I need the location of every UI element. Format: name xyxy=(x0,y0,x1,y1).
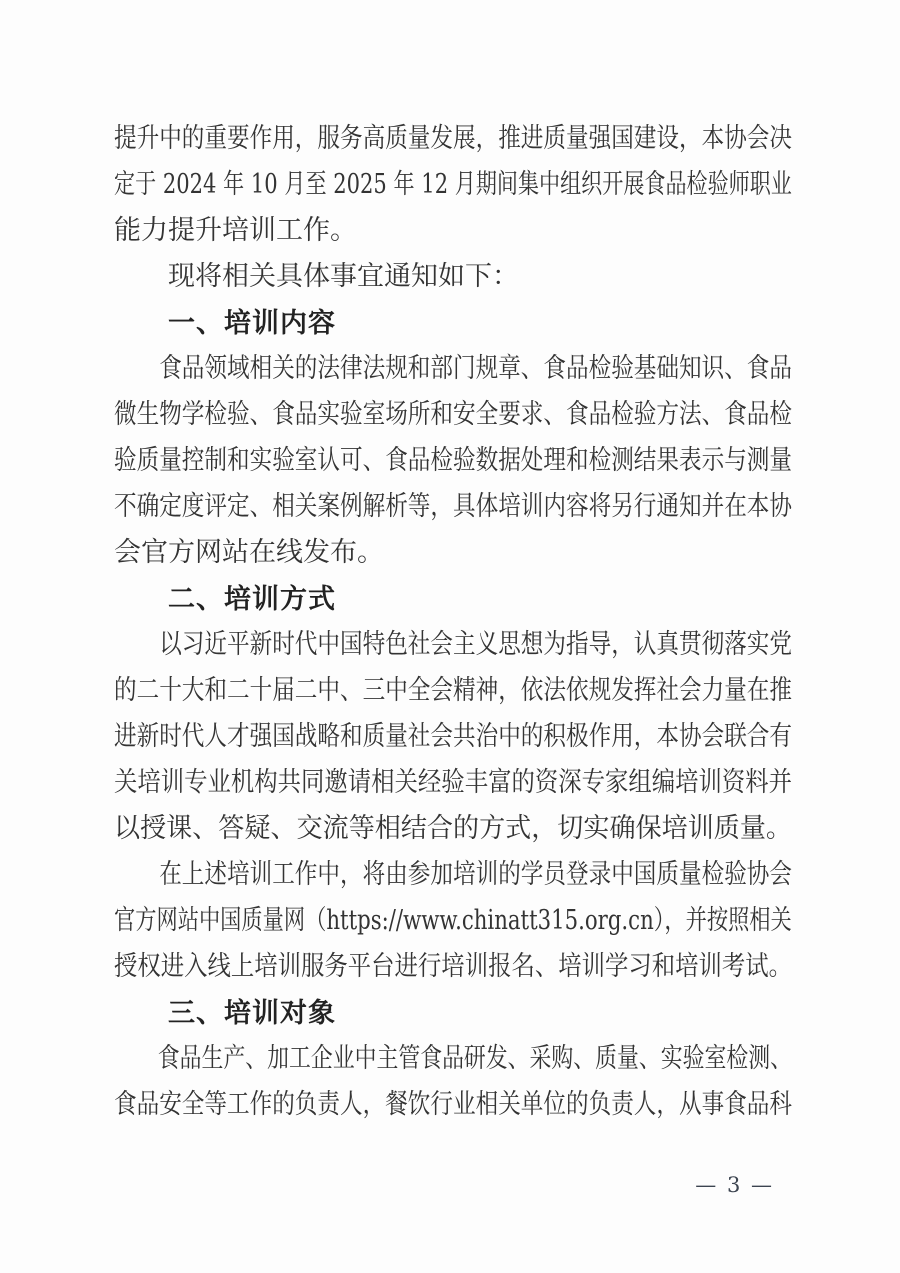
text-line: 会官方网站在线发布。 xyxy=(114,537,384,568)
text-line: 以授课、答疑、交流等相结合的方式，切实确保培训质量。 xyxy=(114,813,792,844)
text-line: 验质量控制和实验室认可、食品检验数据处理和检测结果表示与测量 xyxy=(114,445,792,476)
paragraph xyxy=(114,1036,792,1128)
text-line: 食品领域相关的法律法规和部门规章、食品检验基础知识、食品 xyxy=(159,353,792,384)
text-line: 授权进入线上培训服务平台进行培训报名、培训学习和培训考试。 xyxy=(114,951,792,982)
paragraph xyxy=(114,254,792,300)
paragraph xyxy=(114,116,792,254)
paragraph xyxy=(114,346,792,576)
text-line: 关培训专业机构共同邀请相关经验丰富的资深专家组编培训资料并 xyxy=(114,767,792,798)
text-line: 不确定度评定、相关案例解析等，具体培训内容将另行通知并在本协 xyxy=(114,491,792,522)
text-line: 进新时代人才强国战略和质量社会共治中的积极作用，本协会联合有 xyxy=(114,721,792,752)
text-line: 现将相关具体事宜通知如下： xyxy=(168,261,519,292)
page-number: — 3 — xyxy=(695,1173,774,1197)
text-line: 能力提升培训工作。 xyxy=(114,215,357,246)
text-line: 以习近平新时代中国特色社会主义思想为指导，认真贯彻落实党 xyxy=(159,629,792,660)
text-line: 的二十大和二十届二中、三中全会精神，依法依规发挥社会力量在推 xyxy=(114,675,792,706)
text-line: 提升中的重要作用，服务高质量发展，推进质量强国建设，本协会决 xyxy=(114,123,792,154)
paragraph xyxy=(114,852,792,990)
paragraph xyxy=(114,622,792,852)
text-line: 在上述培训工作中，将由参加培训的学员登录中国质量检验协会 xyxy=(159,859,792,890)
text-line: 微生物学检验、食品实验室场所和安全要求、食品检验方法、食品检 xyxy=(114,399,792,430)
section-heading: 二、培训方式 xyxy=(168,584,336,614)
text-line: 官方网站中国质量网（https://www.chinatt315.org.cn），并按照相关 xyxy=(114,905,792,936)
text-line: 食品安全等工作的负责人，餐饮行业相关单位的负责人，从事食品科 xyxy=(114,1089,792,1120)
section-heading: 一、培训内容 xyxy=(168,308,336,338)
document-body xyxy=(114,116,792,1128)
text-line: 食品生产、加工企业中主管食品研发、采购、质量、实验室检测、 xyxy=(157,1043,792,1074)
section-heading: 三、培训对象 xyxy=(168,998,336,1028)
text-line: 定于 2024 年 10 月至 2025 年 12 月期间集中组织开展食品检验师职业 xyxy=(114,169,792,200)
